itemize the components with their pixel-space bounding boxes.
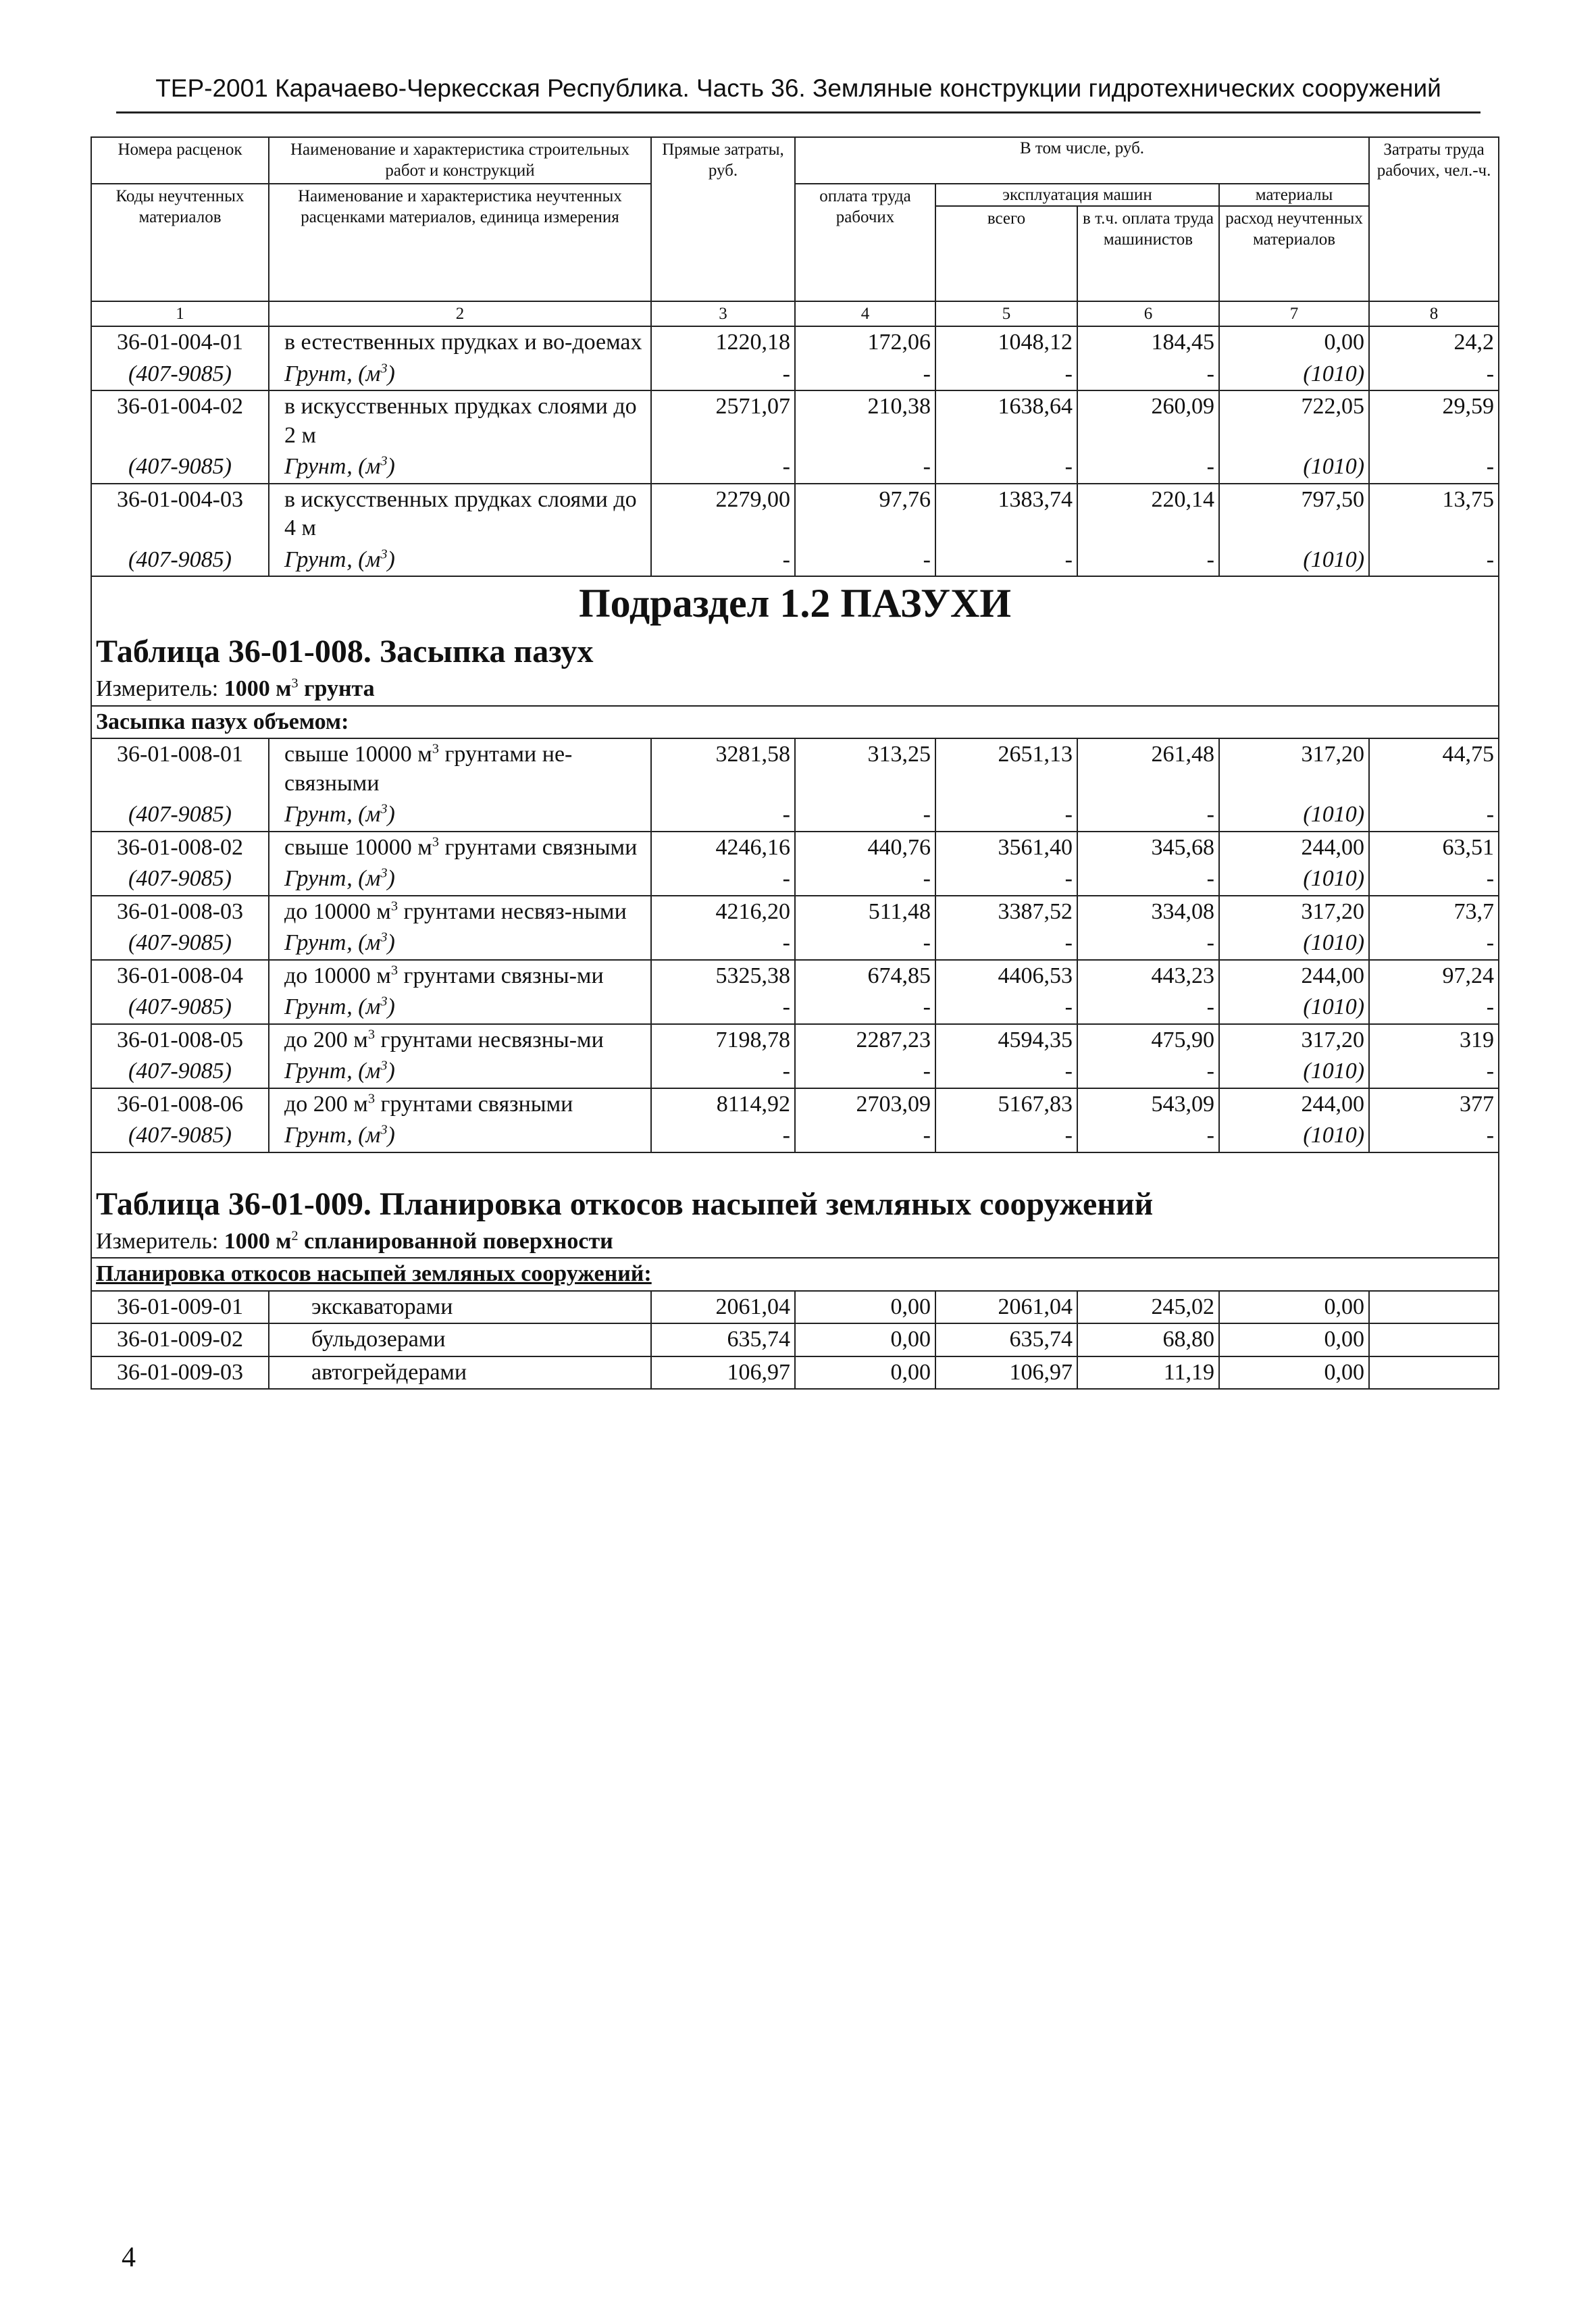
rate-name-exp: 3 — [432, 834, 439, 850]
col-header-material-codes: Коды неучтенных материалов — [91, 184, 269, 301]
empty-dash: - — [935, 1056, 1077, 1088]
material-quantity: (1010) — [1219, 451, 1369, 484]
materials-value: 317,20 — [1219, 896, 1369, 928]
material-code: (407-9085) — [91, 1056, 269, 1088]
machines-total-value: 5167,83 — [935, 1088, 1077, 1121]
labor-hours-value: 73,7 — [1369, 896, 1499, 928]
empty-dash: - — [1077, 451, 1219, 484]
material-name — [269, 992, 651, 1024]
measure-value: 1000 м — [224, 676, 292, 701]
material-code: (407-9085) — [91, 992, 269, 1024]
empty-dash: - — [651, 544, 795, 577]
direct-costs-value: 2279,00 — [651, 484, 795, 544]
operator-pay-value: 68,80 — [1077, 1323, 1219, 1356]
labor-hours-value — [1369, 1291, 1499, 1324]
labor-hours-value: 63,51 — [1369, 832, 1499, 864]
rate-name — [269, 832, 651, 864]
operator-pay-value: 220,14 — [1077, 484, 1219, 544]
materials-value: 244,00 — [1219, 1088, 1369, 1121]
worker-pay-value: 0,00 — [795, 1291, 935, 1324]
measure-label: Измеритель: — [96, 676, 219, 701]
worker-pay-value: 674,85 — [795, 960, 935, 992]
labor-hours-value: 24,2 — [1369, 326, 1499, 359]
empty-dash: - — [1369, 359, 1499, 391]
col-number: 6 — [1077, 301, 1219, 326]
operator-pay-value: 543,09 — [1077, 1088, 1219, 1121]
table-title-008-row — [91, 630, 1499, 673]
col-number: 5 — [935, 301, 1077, 326]
rate-row — [91, 832, 1499, 864]
materials-value: 0,00 — [1219, 1356, 1369, 1390]
direct-costs-value: 2061,04 — [651, 1291, 795, 1324]
measure-008-row — [91, 673, 1499, 706]
materials-value: 244,00 — [1219, 832, 1369, 864]
material-row — [91, 927, 1499, 960]
empty-dash: - — [1369, 927, 1499, 960]
operator-pay-value: 245,02 — [1077, 1291, 1219, 1324]
material-name-text: Грунт, (м — [284, 802, 381, 827]
materials-value: 0,00 — [1219, 1323, 1369, 1356]
measure-009 — [91, 1226, 1499, 1259]
machines-total-value: 2061,04 — [935, 1291, 1077, 1324]
material-code: (407-9085) — [91, 863, 269, 896]
rate-name-part: грунтами несвязны-ми — [375, 1027, 604, 1052]
subsection-title: Подраздел 1.2 ПАЗУХИ — [91, 576, 1499, 630]
empty-dash: - — [795, 544, 935, 577]
col-header-rate-numbers: Номера расценок — [91, 137, 269, 184]
material-name — [269, 927, 651, 960]
empty-dash: - — [651, 927, 795, 960]
labor-hours-value: 29,59 — [1369, 390, 1499, 451]
worker-pay-value: 97,76 — [795, 484, 935, 544]
empty-dash: - — [795, 992, 935, 1024]
material-unit-exp: 3 — [380, 453, 388, 469]
material-row — [91, 863, 1499, 896]
material-name-end: ) — [387, 994, 395, 1019]
rate-name-exp: 3 — [367, 1027, 376, 1042]
col-number: 2 — [269, 301, 651, 326]
group-heading-009-row — [91, 1258, 1499, 1291]
col-number: 3 — [651, 301, 795, 326]
material-unit-exp: 3 — [380, 1058, 388, 1073]
col-header-materials: материалы — [1219, 184, 1369, 206]
machines-total-value: 2651,13 — [935, 738, 1077, 799]
rate-name-part: до 200 м — [284, 1027, 368, 1052]
material-name — [269, 1120, 651, 1152]
worker-pay-value: 440,76 — [795, 832, 935, 864]
material-code: (407-9085) — [91, 451, 269, 484]
rate-name-exp: 3 — [432, 741, 439, 757]
col-number: 1 — [91, 301, 269, 326]
material-row — [91, 359, 1499, 391]
material-name — [269, 451, 651, 484]
empty-dash: - — [795, 799, 935, 832]
empty-dash: - — [795, 863, 935, 896]
empty-dash: - — [1077, 1120, 1219, 1152]
empty-dash: - — [1077, 992, 1219, 1024]
materials-value: 722,05 — [1219, 390, 1369, 451]
empty-dash: - — [935, 799, 1077, 832]
materials-value: 244,00 — [1219, 960, 1369, 992]
rate-row — [91, 1024, 1499, 1057]
materials-value: 0,00 — [1219, 1291, 1369, 1324]
col-number: 7 — [1219, 301, 1369, 326]
rate-name: в искусственных прудках слоями до 2 м — [269, 390, 651, 451]
group-heading-008: Засыпка пазух объемом: — [91, 706, 1499, 739]
machines-total-value: 635,74 — [935, 1323, 1077, 1356]
direct-costs-value: 106,97 — [651, 1356, 795, 1390]
worker-pay-value: 313,25 — [795, 738, 935, 799]
table-title-008: Таблица 36-01-008. Засыпка пазух — [91, 630, 1499, 673]
rate-row — [91, 390, 1499, 451]
header-row-2 — [91, 184, 1499, 206]
rate-name-part: до 10000 м — [284, 963, 391, 988]
empty-dash: - — [935, 927, 1077, 960]
worker-pay-value: 210,38 — [795, 390, 935, 451]
worker-pay-value: 172,06 — [795, 326, 935, 359]
page-number: 4 — [122, 2242, 136, 2273]
labor-hours-value: 319 — [1369, 1024, 1499, 1057]
col-header-operator-pay: в т.ч. оплата труда машинистов — [1077, 206, 1219, 301]
rate-name-part: грунтами связными — [438, 834, 638, 860]
machines-total-value: 1638,64 — [935, 390, 1077, 451]
material-row — [91, 799, 1499, 832]
worker-pay-value: 0,00 — [795, 1356, 935, 1390]
rate-code: 36-01-008-02 — [91, 832, 269, 864]
col-header-machines-total: всего — [935, 206, 1077, 301]
rate-row — [91, 960, 1499, 992]
empty-dash: - — [651, 1056, 795, 1088]
material-name-text: Грунт, (м — [284, 361, 381, 386]
operator-pay-value: 184,45 — [1077, 326, 1219, 359]
labor-hours-value: 377 — [1369, 1088, 1499, 1121]
empty-dash: - — [935, 992, 1077, 1024]
empty-dash: - — [1077, 799, 1219, 832]
measure-label: Измеритель: — [96, 1228, 219, 1254]
machines-total-value: 3561,40 — [935, 832, 1077, 864]
material-unit-exp: 3 — [380, 865, 388, 881]
machines-total-value: 106,97 — [935, 1356, 1077, 1390]
empty-dash: - — [651, 992, 795, 1024]
machines-total-value: 4406,53 — [935, 960, 1077, 992]
direct-costs-value: 2571,07 — [651, 390, 795, 451]
materials-value: 317,20 — [1219, 1024, 1369, 1057]
rate-row — [91, 896, 1499, 928]
materials-value: 317,20 — [1219, 738, 1369, 799]
material-name-text: Грунт, (м — [284, 994, 381, 1019]
empty-dash: - — [1369, 863, 1499, 896]
empty-dash: - — [795, 451, 935, 484]
measure-exp: 2 — [291, 1228, 299, 1244]
operator-pay-value: 443,23 — [1077, 960, 1219, 992]
operator-pay-value: 334,08 — [1077, 896, 1219, 928]
machines-total-value: 4594,35 — [935, 1024, 1077, 1057]
rate-name-part: свыше 10000 м — [284, 834, 432, 860]
col-number: 8 — [1369, 301, 1499, 326]
empty-dash: - — [795, 359, 935, 391]
material-code: (407-9085) — [91, 359, 269, 391]
empty-dash: - — [1369, 1056, 1499, 1088]
material-code: (407-9085) — [91, 544, 269, 577]
rate-code: 36-01-009-02 — [91, 1323, 269, 1356]
header-row-1 — [91, 137, 1499, 184]
rate-row — [91, 1291, 1499, 1324]
material-code: (407-9085) — [91, 799, 269, 832]
col-header-material-name: Наименование и характеристика неучтенных расценками материалов, единица измерения — [269, 184, 651, 301]
col-header-worker-pay: оплата труда рабочих — [795, 184, 935, 301]
material-unit-exp: 3 — [380, 801, 388, 817]
material-quantity: (1010) — [1219, 359, 1369, 391]
material-name-text: Грунт, (м — [284, 547, 381, 572]
material-name — [269, 544, 651, 577]
table-title-009: Таблица 36-01-009. Планировка откосов насыпей земляных сооружений — [91, 1152, 1499, 1226]
material-name — [269, 359, 651, 391]
empty-dash: - — [935, 1120, 1077, 1152]
worker-pay-value: 0,00 — [795, 1323, 935, 1356]
rate-name — [269, 738, 651, 799]
empty-dash: - — [795, 1120, 935, 1152]
rate-row — [91, 484, 1499, 544]
empty-dash: - — [1077, 863, 1219, 896]
labor-hours-value: 13,75 — [1369, 484, 1499, 544]
machines-total-value: 1048,12 — [935, 326, 1077, 359]
col-header-labor-hours: Затраты труда рабочих, чел.-ч. — [1369, 137, 1499, 301]
empty-dash: - — [651, 863, 795, 896]
direct-costs-value: 5325,38 — [651, 960, 795, 992]
worker-pay-value: 2703,09 — [795, 1088, 935, 1121]
rate-name-exp: 3 — [390, 963, 398, 978]
operator-pay-value: 11,19 — [1077, 1356, 1219, 1390]
operator-pay-value: 260,09 — [1077, 390, 1219, 451]
rate-code: 36-01-009-03 — [91, 1356, 269, 1390]
rate-row — [91, 738, 1499, 799]
col-header-work-name: Наименование и характеристика строительных работ и конструкций — [269, 137, 651, 184]
empty-dash: - — [935, 451, 1077, 484]
rate-name-part: грунтами не-связными — [284, 742, 573, 796]
rate-name-exp: 3 — [390, 898, 398, 914]
worker-pay-value: 2287,23 — [795, 1024, 935, 1057]
material-name — [269, 799, 651, 832]
rate-name-exp: 3 — [367, 1091, 376, 1107]
group-heading-008-row — [91, 706, 1499, 739]
material-name-text: Грунт, (м — [284, 930, 381, 955]
rate-name: экскаваторами — [269, 1291, 651, 1324]
empty-dash: - — [1369, 799, 1499, 832]
direct-costs-value: 1220,18 — [651, 326, 795, 359]
page-header: ТЕР-2001 Карачаево-Черкесская Республика. Часть 36. Земляные конструкции гидротехнических сооружений — [155, 74, 1441, 102]
material-row — [91, 451, 1499, 484]
material-code: (407-9085) — [91, 927, 269, 960]
operator-pay-value: 475,90 — [1077, 1024, 1219, 1057]
material-name-end: ) — [387, 1123, 395, 1148]
material-name-end: ) — [387, 802, 395, 827]
material-quantity: (1010) — [1219, 544, 1369, 577]
col-header-including: В том числе, руб. — [795, 137, 1369, 184]
material-name-end: ) — [387, 547, 395, 572]
col-header-direct-costs: Прямые затраты, руб. — [651, 137, 795, 301]
direct-costs-value: 4216,20 — [651, 896, 795, 928]
material-unit-exp: 3 — [380, 361, 388, 376]
rate-name — [269, 896, 651, 928]
rate-name — [269, 1024, 651, 1057]
measure-unit: спланированной поверхности — [298, 1228, 613, 1254]
material-code: (407-9085) — [91, 1120, 269, 1152]
rate-row — [91, 1323, 1499, 1356]
direct-costs-value: 635,74 — [651, 1323, 795, 1356]
materials-value: 797,50 — [1219, 484, 1369, 544]
empty-dash: - — [1369, 544, 1499, 577]
table-title-009-row — [91, 1152, 1499, 1226]
labor-hours-value — [1369, 1323, 1499, 1356]
rate-name-part: грунтами связны-ми — [398, 963, 604, 988]
col-number: 4 — [795, 301, 935, 326]
rate-code: 36-01-004-01 — [91, 326, 269, 359]
material-name-end: ) — [387, 1059, 395, 1084]
material-unit-exp: 3 — [380, 994, 388, 1009]
rate-name-part: грунтами несвяз-ными — [398, 898, 627, 924]
direct-costs-value: 3281,58 — [651, 738, 795, 799]
empty-dash: - — [1077, 544, 1219, 577]
direct-costs-value: 4246,16 — [651, 832, 795, 864]
rate-name-part: грунтами связными — [375, 1091, 573, 1117]
direct-costs-value: 7198,78 — [651, 1024, 795, 1057]
material-quantity: (1010) — [1219, 799, 1369, 832]
empty-dash: - — [795, 1056, 935, 1088]
material-name-text: Грунт, (м — [284, 454, 381, 479]
rate-name: в искусственных прудках слоями до 4 м — [269, 484, 651, 544]
empty-dash: - — [651, 799, 795, 832]
rate-code: 36-01-004-02 — [91, 390, 269, 451]
operator-pay-value: 261,48 — [1077, 738, 1219, 799]
rate-name-part: свыше 10000 м — [284, 742, 432, 767]
rate-name: в естественных прудках и во-доемах — [269, 326, 651, 359]
material-row — [91, 544, 1499, 577]
rate-code: 36-01-008-01 — [91, 738, 269, 799]
empty-dash: - — [651, 451, 795, 484]
material-name — [269, 1056, 651, 1088]
measure-009-row — [91, 1226, 1499, 1259]
empty-dash: - — [651, 359, 795, 391]
rate-name-part: до 200 м — [284, 1091, 368, 1117]
empty-dash: - — [935, 544, 1077, 577]
labor-hours-value: 97,24 — [1369, 960, 1499, 992]
rate-row — [91, 1356, 1499, 1390]
labor-hours-value — [1369, 1356, 1499, 1390]
material-name-end: ) — [387, 361, 395, 386]
rate-code: 36-01-004-03 — [91, 484, 269, 544]
direct-costs-value: 8114,92 — [651, 1088, 795, 1121]
operator-pay-value: 345,68 — [1077, 832, 1219, 864]
material-quantity: (1010) — [1219, 1120, 1369, 1152]
measure-exp: 3 — [291, 676, 299, 691]
labor-hours-value: 44,75 — [1369, 738, 1499, 799]
header-rule — [116, 111, 1481, 113]
subsection-title-row — [91, 576, 1499, 630]
empty-dash: - — [1369, 1120, 1499, 1152]
material-name-text: Грунт, (м — [284, 866, 381, 891]
material-name-end: ) — [387, 930, 395, 955]
material-quantity: (1010) — [1219, 992, 1369, 1024]
material-unit-exp: 3 — [380, 1122, 388, 1138]
material-row — [91, 1120, 1499, 1152]
empty-dash: - — [1369, 451, 1499, 484]
empty-dash: - — [795, 927, 935, 960]
empty-dash: - — [1077, 927, 1219, 960]
material-name-end: ) — [387, 454, 395, 479]
empty-dash: - — [651, 1120, 795, 1152]
empty-dash: - — [1077, 1056, 1219, 1088]
measure-008 — [91, 673, 1499, 706]
measure-unit: грунта — [298, 676, 375, 701]
material-quantity: (1010) — [1219, 1056, 1369, 1088]
material-unit-exp: 3 — [380, 930, 388, 945]
rates-table — [91, 136, 1499, 1390]
empty-dash: - — [1077, 359, 1219, 391]
rate-name — [269, 1088, 651, 1121]
measure-value: 1000 м — [224, 1228, 292, 1254]
material-name-end: ) — [387, 866, 395, 891]
material-row — [91, 1056, 1499, 1088]
rate-name-part: до 10000 м — [284, 898, 391, 924]
col-header-material-use: расход неучтенных материалов — [1219, 206, 1369, 301]
rate-row — [91, 1088, 1499, 1121]
material-unit-exp: 3 — [380, 547, 388, 562]
material-quantity: (1010) — [1219, 863, 1369, 896]
machines-total-value: 1383,74 — [935, 484, 1077, 544]
rate-code: 36-01-008-03 — [91, 896, 269, 928]
rate-name: бульдозерами — [269, 1323, 651, 1356]
machines-total-value: 3387,52 — [935, 896, 1077, 928]
column-number-row — [91, 301, 1499, 326]
material-name-text: Грунт, (м — [284, 1123, 381, 1148]
rate-code: 36-01-008-05 — [91, 1024, 269, 1057]
empty-dash: - — [1369, 992, 1499, 1024]
rate-code: 36-01-008-04 — [91, 960, 269, 992]
empty-dash: - — [935, 359, 1077, 391]
rate-name — [269, 960, 651, 992]
group-heading-009: Планировка откосов насыпей земляных сооружений: — [91, 1258, 1499, 1291]
rate-row — [91, 326, 1499, 359]
material-name-text: Грунт, (м — [284, 1059, 381, 1084]
rate-name: автогрейдерами — [269, 1356, 651, 1390]
materials-value: 0,00 — [1219, 326, 1369, 359]
empty-dash: - — [935, 863, 1077, 896]
worker-pay-value: 511,48 — [795, 896, 935, 928]
material-row — [91, 992, 1499, 1024]
col-header-machines: эксплуатация машин — [935, 184, 1219, 206]
material-quantity: (1010) — [1219, 927, 1369, 960]
rate-code: 36-01-009-01 — [91, 1291, 269, 1324]
rate-code: 36-01-008-06 — [91, 1088, 269, 1121]
material-name — [269, 863, 651, 896]
